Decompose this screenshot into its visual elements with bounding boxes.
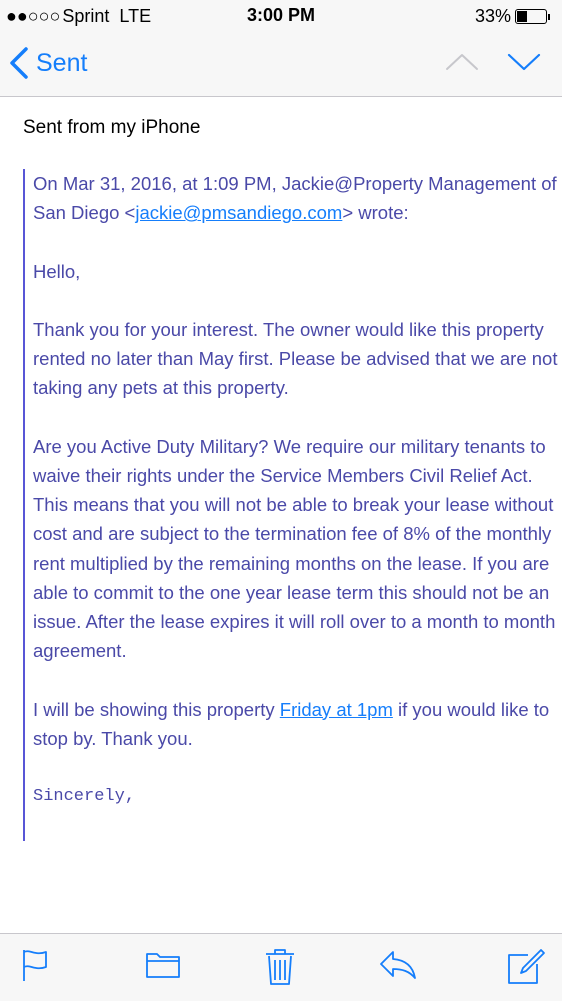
sender-email-link[interactable]: jackie@pmsandiego.com bbox=[135, 202, 343, 224]
flag-icon[interactable] bbox=[20, 948, 50, 982]
battery-tip bbox=[548, 14, 550, 20]
trash-icon[interactable] bbox=[264, 948, 296, 986]
folder-icon[interactable] bbox=[145, 948, 181, 980]
showing-text-before: I will be showing this property bbox=[33, 698, 280, 720]
quoted-message bbox=[23, 169, 561, 841]
back-button[interactable] bbox=[8, 46, 87, 80]
nav-bar bbox=[0, 34, 562, 97]
carrier-name: Sprint bbox=[62, 6, 110, 26]
quote-header-suffix: > wrote: bbox=[342, 202, 409, 224]
network-type: LTE bbox=[119, 6, 152, 26]
status-bar bbox=[0, 0, 562, 34]
status-right bbox=[475, 6, 550, 27]
battery-percent: 33% bbox=[474, 6, 511, 26]
chevron-up-icon[interactable] bbox=[444, 52, 480, 72]
battery-icon bbox=[515, 9, 547, 24]
signal-strength: ●●○○○ bbox=[6, 6, 61, 26]
message-body bbox=[0, 97, 562, 933]
signature-text: Sent from my iPhone bbox=[23, 117, 201, 138]
bottom-toolbar bbox=[0, 933, 562, 1001]
closing-text: Sincerely, bbox=[33, 787, 136, 807]
quote-header bbox=[33, 169, 561, 227]
paragraph-showing bbox=[33, 695, 561, 753]
date-link[interactable]: Friday at 1pm bbox=[279, 698, 393, 720]
chevron-down-icon[interactable] bbox=[506, 52, 542, 72]
reply-icon[interactable] bbox=[378, 948, 418, 980]
greeting: Hello, bbox=[33, 260, 81, 282]
showing-text-after: if you would like to stop by. Thank you. bbox=[33, 698, 550, 749]
battery-fill bbox=[517, 11, 527, 22]
chevron-left-icon bbox=[8, 46, 30, 80]
quote-header-prefix: On Mar 31, 2016, at 1:09 PM, Jackie@Property Management of San Diego < bbox=[33, 173, 557, 224]
back-button-label: Sent bbox=[36, 48, 88, 77]
paragraph-interest: Thank you for your interest. The owner would like this property rented no later than May first. Please be advised that we are not taking any pets at this property. bbox=[33, 318, 558, 399]
paragraph-military: Are you Active Duty Military? We require our military tenants to waive their rights under the Service Members Civil Relief Act. This means that you will not be able to break your lease without cost and are subject to the termination fee of 8% of the monthly rent multiplied by the remaining months on the lease. If you are able to commit to the one year lease term this should not be an issue. After the lease expires it will roll over to a month to month agreement. bbox=[33, 435, 556, 662]
compose-icon[interactable] bbox=[506, 948, 546, 986]
status-time: 3:00 PM bbox=[246, 5, 316, 25]
